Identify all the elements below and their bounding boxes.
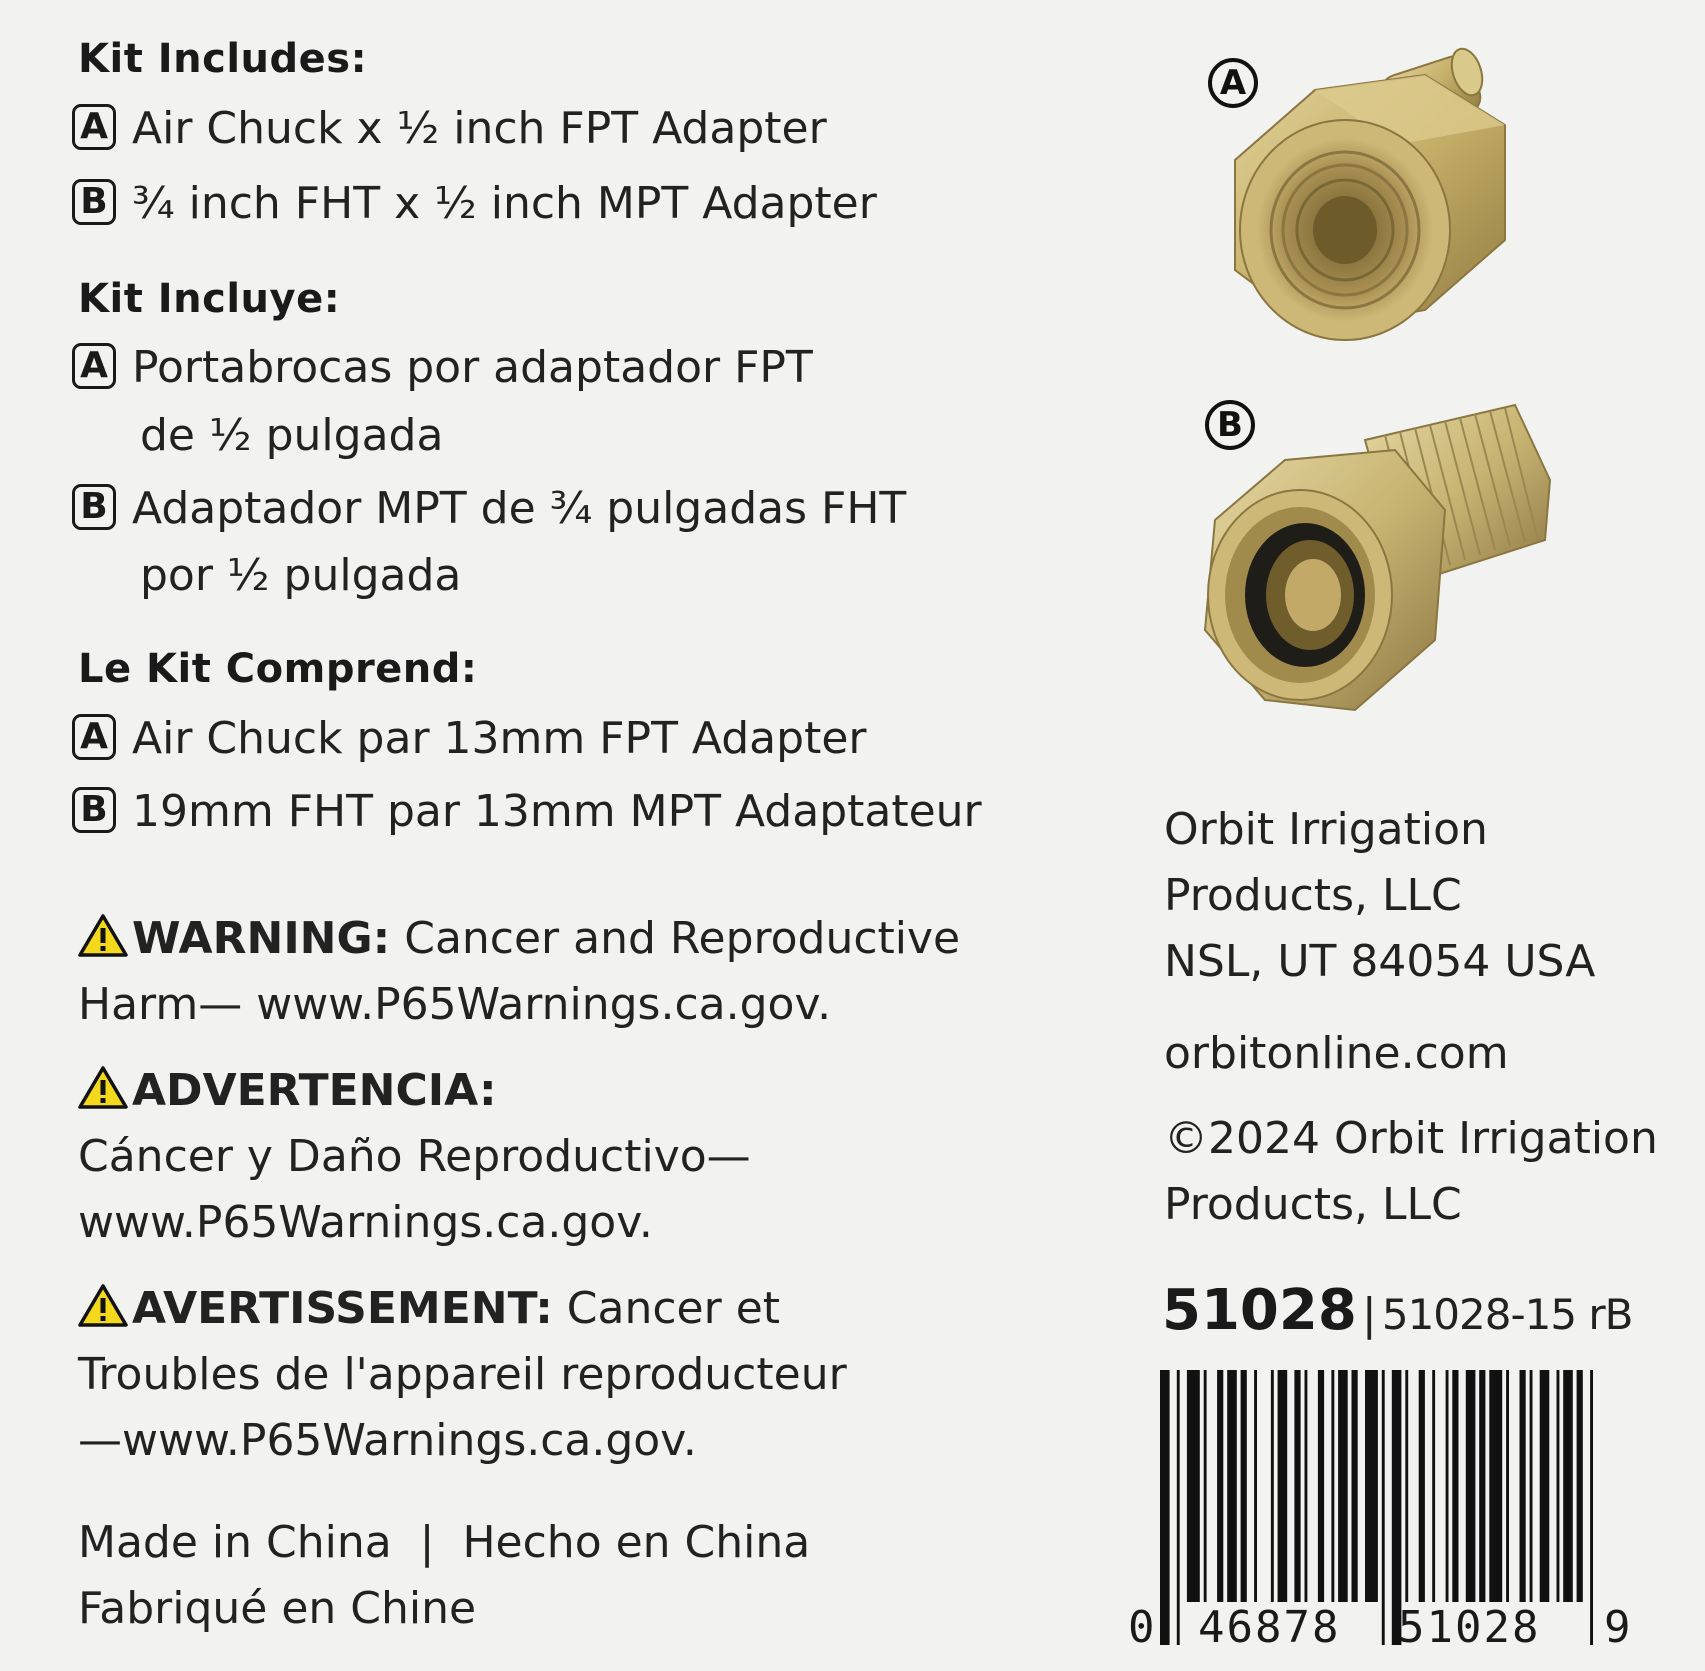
- image-a-label: A: [1208, 58, 1258, 108]
- origin-line-1: Made in China | Hecho en China: [78, 1517, 811, 1568]
- barcode-bar: [1318, 1370, 1324, 1602]
- company-name-line-1: Orbit Irrigation: [1164, 804, 1488, 855]
- image-b-label: B: [1205, 400, 1255, 450]
- barcode-bar: [1577, 1370, 1583, 1602]
- warning-triangle-icon: [78, 913, 128, 957]
- kit-es-item-a-continued: de ½ pulgada: [140, 410, 444, 461]
- copyright-line-2: Products, LLC: [1164, 1179, 1462, 1230]
- barcode-group-left: 46878: [1198, 1602, 1341, 1653]
- company-name-line-2: Products, LLC: [1164, 870, 1462, 921]
- copyright: [1164, 1106, 1658, 1238]
- warning-en-label: WARNING:: [132, 913, 391, 964]
- barcode-bar: [1338, 1370, 1348, 1602]
- item-b-badge: B: [72, 179, 116, 225]
- warning-es-text-1: Cáncer y Daño Reproductivo—: [78, 1131, 751, 1182]
- barcode-digit-first: 0: [1128, 1602, 1155, 1653]
- warning-triangle-icon: [78, 1283, 128, 1327]
- barcode-bar: [1452, 1370, 1458, 1602]
- barcode-bar: [1432, 1370, 1435, 1602]
- brass-hose-adapter-image: [1195, 390, 1555, 730]
- barcode-bar: [1254, 1370, 1257, 1602]
- kit-en-item-a-text: Air Chuck x ½ inch FPT Adapter: [132, 103, 827, 154]
- copyright-line-1: ©2024 Orbit Irrigation: [1164, 1113, 1658, 1164]
- warning-en-text-1: Cancer and Reproductive: [390, 913, 961, 964]
- brass-air-chuck-adapter-image: [1205, 40, 1545, 350]
- barcode-bar: [1479, 1370, 1485, 1602]
- company-location: NSL, UT 84054 USA: [1164, 936, 1596, 987]
- kit-es-item-b: [72, 483, 906, 534]
- barcode-bar: [1177, 1370, 1180, 1645]
- barcode-bar: [1278, 1370, 1288, 1602]
- kit-fr-item-a: [72, 713, 867, 764]
- kit-fr-item-b: [72, 786, 982, 837]
- barcode-bar: [1489, 1370, 1502, 1602]
- kit-es-item-b-text: Adaptador MPT de ¾ pulgadas FHT: [132, 483, 907, 534]
- warning-en-text-2: Harm— www.P65Warnings.ca.gov.: [78, 979, 832, 1030]
- kit-fr-item-b-text: 19mm FHT par 13mm MPT Adaptateur: [132, 786, 982, 837]
- barcode-bar: [1365, 1370, 1378, 1602]
- kit-es-item-a: [72, 342, 813, 393]
- barcode-bar: [1204, 1370, 1207, 1602]
- barcode-bar: [1241, 1370, 1247, 1602]
- barcode-bar: [1520, 1370, 1526, 1602]
- barcode-bar: [1557, 1370, 1560, 1602]
- barcode-bar: [1331, 1370, 1334, 1602]
- company-address: [1164, 797, 1595, 995]
- item-a-badge: A: [72, 104, 116, 150]
- kit-es-item-b-continued: por ½ pulgada: [140, 550, 462, 601]
- warning-en: [78, 906, 1038, 1038]
- barcode-bar: [1352, 1370, 1358, 1602]
- barcode-bar: [1405, 1370, 1408, 1602]
- barcode-bar: [1227, 1370, 1237, 1602]
- warning-es: [78, 1058, 1038, 1256]
- warning-triangle-icon: [78, 1065, 128, 1109]
- barcode-bar: [1419, 1370, 1425, 1602]
- barcode-bar: [1530, 1370, 1533, 1602]
- kit-incluye-heading: Kit Incluye:: [78, 276, 341, 322]
- barcode-bar: [1382, 1370, 1385, 1645]
- warning-fr-text-1: Cancer et: [552, 1283, 781, 1334]
- origin-line-2: Fabriqué en Chine: [78, 1583, 477, 1634]
- barcode-group-right: 51028: [1398, 1602, 1541, 1653]
- warning-es-text-2: www.P65Warnings.ca.gov.: [78, 1197, 653, 1248]
- barcode-bar: [1294, 1370, 1300, 1602]
- barcode-bar: [1446, 1370, 1449, 1602]
- item-b-badge: B: [72, 484, 116, 530]
- barcode-bar: [1506, 1370, 1509, 1602]
- barcode-bar: [1187, 1370, 1200, 1602]
- kit-en-item-a: [72, 103, 827, 154]
- sku-separator: |: [1361, 1289, 1377, 1340]
- country-of-origin: [78, 1510, 1038, 1642]
- kit-en-item-b: [72, 178, 877, 229]
- item-a-badge: A: [72, 714, 116, 760]
- warning-fr-text-2: Troubles de l'appareil reproducteur: [78, 1349, 847, 1400]
- sku-number: 51028: [1162, 1278, 1357, 1343]
- company-website: orbitonline.com: [1164, 1028, 1509, 1079]
- barcode-bar: [1160, 1370, 1170, 1645]
- barcode-bar: [1563, 1370, 1573, 1602]
- barcode-bar: [1540, 1370, 1550, 1602]
- kit-es-item-a-text: Portabrocas por adaptador FPT: [132, 342, 813, 393]
- warning-es-label: ADVERTENCIA:: [132, 1065, 497, 1116]
- warning-fr: [78, 1276, 1038, 1474]
- barcode-bar: [1590, 1370, 1593, 1645]
- barcode-bar: [1217, 1370, 1223, 1602]
- barcode-bar: [1305, 1370, 1308, 1602]
- warning-fr-text-3: —www.P65Warnings.ca.gov.: [78, 1415, 697, 1466]
- sku-line: [1162, 1278, 1632, 1343]
- barcode-bar: [1271, 1370, 1274, 1602]
- barcode-digit-last: 9: [1604, 1602, 1631, 1653]
- kit-includes-heading: Kit Includes:: [78, 36, 368, 82]
- barcode-bar: [1466, 1370, 1476, 1602]
- le-kit-comprend-heading: Le Kit Comprend:: [78, 646, 478, 692]
- sku-revision: 51028-15 rB: [1381, 1290, 1633, 1339]
- kit-fr-item-a-text: Air Chuck par 13mm FPT Adapter: [132, 713, 867, 764]
- item-a-badge: A: [72, 343, 116, 389]
- warning-fr-label: AVERTISSEMENT:: [132, 1283, 553, 1334]
- kit-en-item-b-text: ¾ inch FHT x ½ inch MPT Adapter: [132, 178, 877, 229]
- item-b-badge: B: [72, 787, 116, 833]
